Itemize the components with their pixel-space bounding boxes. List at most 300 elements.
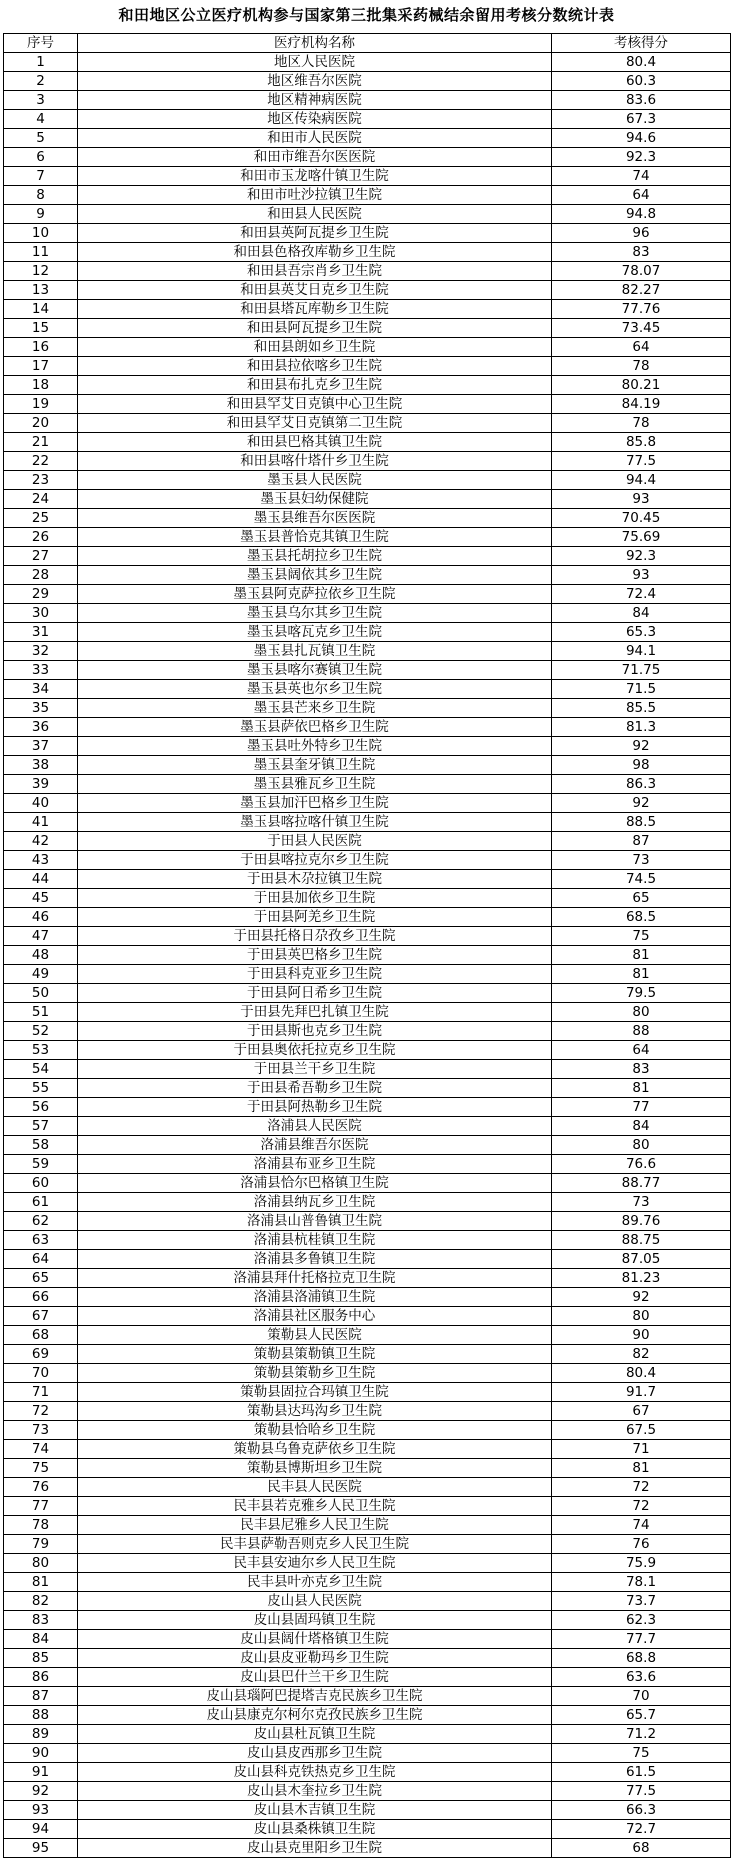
- institution-name: 皮山县木吉镇卫生院: [78, 1801, 552, 1820]
- score: 68.5: [552, 908, 731, 927]
- score: 64: [552, 1041, 731, 1060]
- row-index: 14: [4, 300, 78, 319]
- score: 67: [552, 1402, 731, 1421]
- institution-name: 洛浦县维吾尔医院: [78, 1136, 552, 1155]
- row-index: 34: [4, 680, 78, 699]
- row-index: 74: [4, 1440, 78, 1459]
- table-row: [4, 775, 731, 794]
- score: 93: [552, 490, 731, 509]
- table-row: [4, 205, 731, 224]
- institution-name: 和田县吾宗肖乡卫生院: [78, 262, 552, 281]
- table-row: [4, 1022, 731, 1041]
- institution-name: 洛浦县恰尔巴格镇卫生院: [78, 1174, 552, 1193]
- row-index: 6: [4, 148, 78, 167]
- score: 87.05: [552, 1250, 731, 1269]
- score: 83.6: [552, 91, 731, 110]
- row-index: 32: [4, 642, 78, 661]
- row-index: 41: [4, 813, 78, 832]
- score: 78: [552, 357, 731, 376]
- institution-name: 和田市吐沙拉镇卫生院: [78, 186, 552, 205]
- score: 88: [552, 1022, 731, 1041]
- institution-name: 皮山县木奎拉乡卫生院: [78, 1782, 552, 1801]
- row-index: 43: [4, 851, 78, 870]
- institution-name: 墨玉县奎牙镇卫生院: [78, 756, 552, 775]
- table-body: [4, 53, 731, 1858]
- institution-name: 和田县塔瓦库勒乡卫生院: [78, 300, 552, 319]
- institution-name: 和田市玉龙喀什镇卫生院: [78, 167, 552, 186]
- row-index: 62: [4, 1212, 78, 1231]
- institution-name: 皮山县巴什兰干乡卫生院: [78, 1668, 552, 1687]
- table-row: [4, 832, 731, 851]
- table-row: [4, 1516, 731, 1535]
- row-index: 22: [4, 452, 78, 471]
- institution-name: 民丰县人民医院: [78, 1478, 552, 1497]
- institution-name: 洛浦县社区服务中心: [78, 1307, 552, 1326]
- row-index: 86: [4, 1668, 78, 1687]
- score: 87: [552, 832, 731, 851]
- score: 74.5: [552, 870, 731, 889]
- institution-name: 洛浦县洛浦镇卫生院: [78, 1288, 552, 1307]
- institution-name: 和田县拉依喀乡卫生院: [78, 357, 552, 376]
- table-row: [4, 72, 731, 91]
- institution-name: 皮山县皮亚勒玛乡卫生院: [78, 1649, 552, 1668]
- institution-name: 皮山县阔什塔格镇卫生院: [78, 1630, 552, 1649]
- row-index: 57: [4, 1117, 78, 1136]
- table-row: [4, 262, 731, 281]
- institution-name: 墨玉县喀瓦克乡卫生院: [78, 623, 552, 642]
- table-row: [4, 642, 731, 661]
- institution-name: 于田县斯也克乡卫生院: [78, 1022, 552, 1041]
- row-index: 66: [4, 1288, 78, 1307]
- row-index: 30: [4, 604, 78, 623]
- institution-name: 策勒县达玛沟乡卫生院: [78, 1402, 552, 1421]
- row-index: 2: [4, 72, 78, 91]
- row-index: 76: [4, 1478, 78, 1497]
- score: 78.1: [552, 1573, 731, 1592]
- institution-name: 和田县色格孜库勒乡卫生院: [78, 243, 552, 262]
- table-row: [4, 1307, 731, 1326]
- table-row: [4, 1136, 731, 1155]
- table-row: [4, 300, 731, 319]
- table-row: [4, 1345, 731, 1364]
- institution-name: 和田市维吾尔医医院: [78, 148, 552, 167]
- row-index: 60: [4, 1174, 78, 1193]
- institution-name: 和田县巴格其镇卫生院: [78, 433, 552, 452]
- row-index: 88: [4, 1706, 78, 1725]
- row-index: 39: [4, 775, 78, 794]
- row-index: 75: [4, 1459, 78, 1478]
- institution-name: 于田县人民医院: [78, 832, 552, 851]
- table-row: [4, 547, 731, 566]
- row-index: 90: [4, 1744, 78, 1763]
- institution-name: 地区精神病医院: [78, 91, 552, 110]
- row-index: 50: [4, 984, 78, 1003]
- table-row: [4, 281, 731, 300]
- institution-name: 民丰县萨勒吾则克乡人民卫生院: [78, 1535, 552, 1554]
- table-row: [4, 1573, 731, 1592]
- table-row: [4, 319, 731, 338]
- table-row: [4, 927, 731, 946]
- row-index: 44: [4, 870, 78, 889]
- row-index: 47: [4, 927, 78, 946]
- institution-name: 皮山县皮西那乡卫生院: [78, 1744, 552, 1763]
- score: 98: [552, 756, 731, 775]
- institution-name: 皮山县人民医院: [78, 1592, 552, 1611]
- header-institution: 医疗机构名称: [78, 34, 552, 53]
- page-title: 和田地区公立医疗机构参与国家第三批集采药械结余留用考核分数统计表: [118, 6, 615, 24]
- institution-name: 和田县罕艾日克镇第二卫生院: [78, 414, 552, 433]
- row-index: 1: [4, 53, 78, 72]
- table-row: [4, 1117, 731, 1136]
- score: 70.45: [552, 509, 731, 528]
- table-row: [4, 946, 731, 965]
- score: 94.6: [552, 129, 731, 148]
- table-row: [4, 1535, 731, 1554]
- institution-name: 墨玉县妇幼保健院: [78, 490, 552, 509]
- institution-name: 于田县托格日尕孜乡卫生院: [78, 927, 552, 946]
- score: 76.6: [552, 1155, 731, 1174]
- row-index: 11: [4, 243, 78, 262]
- institution-name: 民丰县若克雅乡人民卫生院: [78, 1497, 552, 1516]
- row-index: 38: [4, 756, 78, 775]
- score: 81.3: [552, 718, 731, 737]
- table-row: [4, 1364, 731, 1383]
- row-index: 36: [4, 718, 78, 737]
- institution-name: 皮山县杜瓦镇卫生院: [78, 1725, 552, 1744]
- score: 68: [552, 1839, 731, 1858]
- row-index: 91: [4, 1763, 78, 1782]
- institution-name: 和田县罕艾日克镇中心卫生院: [78, 395, 552, 414]
- table-row: [4, 1288, 731, 1307]
- table-row: [4, 851, 731, 870]
- row-index: 21: [4, 433, 78, 452]
- score: 81: [552, 965, 731, 984]
- institution-name: 于田县木尕拉镇卫生院: [78, 870, 552, 889]
- row-index: 52: [4, 1022, 78, 1041]
- table-row: [4, 1421, 731, 1440]
- institution-name: 墨玉县雅瓦乡卫生院: [78, 775, 552, 794]
- table-row: [4, 889, 731, 908]
- table-row: [4, 1440, 731, 1459]
- table-row: [4, 148, 731, 167]
- table-row: [4, 1155, 731, 1174]
- row-index: 33: [4, 661, 78, 680]
- table-row: [4, 1383, 731, 1402]
- institution-name: 于田县奥依托拉克乡卫生院: [78, 1041, 552, 1060]
- row-index: 70: [4, 1364, 78, 1383]
- row-index: 3: [4, 91, 78, 110]
- institution-name: 于田县先拜巴扎镇卫生院: [78, 1003, 552, 1022]
- row-index: 25: [4, 509, 78, 528]
- score: 88.77: [552, 1174, 731, 1193]
- row-index: 85: [4, 1649, 78, 1668]
- table-row: [4, 167, 731, 186]
- row-index: 10: [4, 224, 78, 243]
- table-row: [4, 395, 731, 414]
- row-index: 61: [4, 1193, 78, 1212]
- table-row: [4, 1592, 731, 1611]
- score: 92: [552, 1288, 731, 1307]
- score: 75.9: [552, 1554, 731, 1573]
- institution-name: 皮山县康克尔柯尔克孜民族乡卫生院: [78, 1706, 552, 1725]
- row-index: 89: [4, 1725, 78, 1744]
- row-index: 92: [4, 1782, 78, 1801]
- score: 66.3: [552, 1801, 731, 1820]
- score: 80: [552, 1003, 731, 1022]
- score: 75: [552, 1744, 731, 1763]
- row-index: 24: [4, 490, 78, 509]
- score: 93: [552, 566, 731, 585]
- score: 74: [552, 1516, 731, 1535]
- score: 65.3: [552, 623, 731, 642]
- table-row: [4, 718, 731, 737]
- score: 83: [552, 243, 731, 262]
- row-index: 35: [4, 699, 78, 718]
- score: 78.07: [552, 262, 731, 281]
- table-row: [4, 1630, 731, 1649]
- institution-name: 策勒县乌鲁克萨依乡卫生院: [78, 1440, 552, 1459]
- table-row: [4, 471, 731, 490]
- institution-name: 策勒县恰哈乡卫生院: [78, 1421, 552, 1440]
- score: 84.19: [552, 395, 731, 414]
- row-index: 49: [4, 965, 78, 984]
- score: 72.4: [552, 585, 731, 604]
- table-row: [4, 870, 731, 889]
- institution-name: 和田县阿瓦提乡卫生院: [78, 319, 552, 338]
- score: 79.5: [552, 984, 731, 1003]
- header-score: 考核得分: [552, 34, 731, 53]
- institution-name: 墨玉县喀拉喀什镇卫生院: [78, 813, 552, 832]
- row-index: 64: [4, 1250, 78, 1269]
- institution-name: 墨玉县扎瓦镇卫生院: [78, 642, 552, 661]
- institution-name: 墨玉县维吾尔医医院: [78, 509, 552, 528]
- table-row: [4, 243, 731, 262]
- table-row: [4, 1668, 731, 1687]
- institution-name: 墨玉县人民医院: [78, 471, 552, 490]
- table-row: [4, 91, 731, 110]
- score: 90: [552, 1326, 731, 1345]
- table-row: [4, 110, 731, 129]
- score: 82: [552, 1345, 731, 1364]
- table-row: [4, 1554, 731, 1573]
- institution-name: 洛浦县纳瓦乡卫生院: [78, 1193, 552, 1212]
- score: 61.5: [552, 1763, 731, 1782]
- score: 92: [552, 794, 731, 813]
- score: 89.76: [552, 1212, 731, 1231]
- table-row: [4, 794, 731, 813]
- institution-name: 和田县喀什塔什乡卫生院: [78, 452, 552, 471]
- score: 71.2: [552, 1725, 731, 1744]
- row-index: 28: [4, 566, 78, 585]
- score: 94.1: [552, 642, 731, 661]
- institution-name: 于田县兰干乡卫生院: [78, 1060, 552, 1079]
- table-row: [4, 566, 731, 585]
- score: 88.75: [552, 1231, 731, 1250]
- score: 73.45: [552, 319, 731, 338]
- score: 91.7: [552, 1383, 731, 1402]
- table-row: [4, 1763, 731, 1782]
- table-row: [4, 661, 731, 680]
- institution-name: 洛浦县多鲁镇卫生院: [78, 1250, 552, 1269]
- score: 73.7: [552, 1592, 731, 1611]
- institution-name: 墨玉县萨依巴格乡卫生院: [78, 718, 552, 737]
- institution-name: 民丰县叶亦克乡卫生院: [78, 1573, 552, 1592]
- score: 70: [552, 1687, 731, 1706]
- row-index: 23: [4, 471, 78, 490]
- institution-name: 于田县英巴格乡卫生院: [78, 946, 552, 965]
- institution-name: 墨玉县普恰克其镇卫生院: [78, 528, 552, 547]
- institution-name: 策勒县固拉合玛镇卫生院: [78, 1383, 552, 1402]
- table-row: [4, 623, 731, 642]
- table-row: [4, 1687, 731, 1706]
- institution-name: 洛浦县拜什托格拉克卫生院: [78, 1269, 552, 1288]
- table-row: [4, 1231, 731, 1250]
- institution-name: 皮山县桑株镇卫生院: [78, 1820, 552, 1839]
- institution-name: 洛浦县布亚乡卫生院: [78, 1155, 552, 1174]
- row-index: 20: [4, 414, 78, 433]
- institution-name: 于田县喀拉克尔乡卫生院: [78, 851, 552, 870]
- institution-name: 皮山县固玛镇卫生院: [78, 1611, 552, 1630]
- institution-name: 策勒县人民医院: [78, 1326, 552, 1345]
- row-index: 72: [4, 1402, 78, 1421]
- row-index: 17: [4, 357, 78, 376]
- table-row: [4, 1041, 731, 1060]
- table-row: [4, 1003, 731, 1022]
- row-index: 51: [4, 1003, 78, 1022]
- table-row: [4, 813, 731, 832]
- table-row: [4, 1744, 731, 1763]
- row-index: 37: [4, 737, 78, 756]
- row-index: 58: [4, 1136, 78, 1155]
- table-row: [4, 604, 731, 623]
- institution-name: 地区人民医院: [78, 53, 552, 72]
- institution-name: 策勒县策勒乡卫生院: [78, 1364, 552, 1383]
- institution-name: 墨玉县加汗巴格乡卫生院: [78, 794, 552, 813]
- institution-name: 于田县加依乡卫生院: [78, 889, 552, 908]
- table-row: [4, 1782, 731, 1801]
- row-index: 84: [4, 1630, 78, 1649]
- institution-name: 策勒县博斯坦乡卫生院: [78, 1459, 552, 1478]
- table-row: [4, 1402, 731, 1421]
- institution-name: 皮山县克里阳乡卫生院: [78, 1839, 552, 1858]
- row-index: 77: [4, 1497, 78, 1516]
- institution-name: 和田县布扎克乡卫生院: [78, 376, 552, 395]
- table-row: [4, 1193, 731, 1212]
- table-row: [4, 1212, 731, 1231]
- row-index: 87: [4, 1687, 78, 1706]
- row-index: 67: [4, 1307, 78, 1326]
- score: 67.5: [552, 1421, 731, 1440]
- score: 84: [552, 1117, 731, 1136]
- institution-name: 和田县人民医院: [78, 205, 552, 224]
- institution-name: 墨玉县托胡拉乡卫生院: [78, 547, 552, 566]
- institution-name: 和田县英阿瓦提乡卫生院: [78, 224, 552, 243]
- institution-name: 墨玉县喀尔赛镇卫生院: [78, 661, 552, 680]
- table-row: [4, 376, 731, 395]
- score: 71.75: [552, 661, 731, 680]
- institution-name: 皮山县瑙阿巴提塔吉克民族乡卫生院: [78, 1687, 552, 1706]
- row-index: 55: [4, 1079, 78, 1098]
- score: 96: [552, 224, 731, 243]
- score: 72: [552, 1497, 731, 1516]
- score: 77.76: [552, 300, 731, 319]
- row-index: 9: [4, 205, 78, 224]
- row-index: 46: [4, 908, 78, 927]
- score: 65: [552, 889, 731, 908]
- score: 86.3: [552, 775, 731, 794]
- row-index: 83: [4, 1611, 78, 1630]
- score: 77.7: [552, 1630, 731, 1649]
- table-row: [4, 1706, 731, 1725]
- institution-name: 和田县朗如乡卫生院: [78, 338, 552, 357]
- institution-name: 于田县希吾勒乡卫生院: [78, 1079, 552, 1098]
- row-index: 54: [4, 1060, 78, 1079]
- row-index: 45: [4, 889, 78, 908]
- table-row: [4, 433, 731, 452]
- table-row: [4, 528, 731, 547]
- table-row: [4, 1098, 731, 1117]
- institution-name: 和田市人民医院: [78, 129, 552, 148]
- score: 85.5: [552, 699, 731, 718]
- table-row: [4, 1079, 731, 1098]
- score: 85.8: [552, 433, 731, 452]
- score: 80.21: [552, 376, 731, 395]
- score: 81: [552, 946, 731, 965]
- score: 80: [552, 1307, 731, 1326]
- score: 80.4: [552, 53, 731, 72]
- score: 94.4: [552, 471, 731, 490]
- row-index: 68: [4, 1326, 78, 1345]
- score: 92.3: [552, 547, 731, 566]
- table-row: [4, 490, 731, 509]
- score: 72.7: [552, 1820, 731, 1839]
- row-index: 26: [4, 528, 78, 547]
- score: 77.5: [552, 452, 731, 471]
- table-row: [4, 452, 731, 471]
- row-index: 31: [4, 623, 78, 642]
- score: 92.3: [552, 148, 731, 167]
- table-row: [4, 1839, 731, 1858]
- score: 64: [552, 338, 731, 357]
- institution-name: 洛浦县山普鲁镇卫生院: [78, 1212, 552, 1231]
- institution-name: 于田县阿日希乡卫生院: [78, 984, 552, 1003]
- row-index: 5: [4, 129, 78, 148]
- score: 81: [552, 1459, 731, 1478]
- row-index: 63: [4, 1231, 78, 1250]
- score: 68.8: [552, 1649, 731, 1668]
- institution-name: 于田县阿热勒乡卫生院: [78, 1098, 552, 1117]
- row-index: 93: [4, 1801, 78, 1820]
- row-index: 80: [4, 1554, 78, 1573]
- score: 77: [552, 1098, 731, 1117]
- score: 74: [552, 167, 731, 186]
- score: 60.3: [552, 72, 731, 91]
- table-row: [4, 1725, 731, 1744]
- score: 80: [552, 1136, 731, 1155]
- row-index: 56: [4, 1098, 78, 1117]
- table-row: [4, 1801, 731, 1820]
- header-index: 序号: [4, 34, 78, 53]
- institution-name: 地区维吾尔医院: [78, 72, 552, 91]
- table-row: [4, 186, 731, 205]
- row-index: 40: [4, 794, 78, 813]
- table-row: [4, 53, 731, 72]
- table-row: [4, 1326, 731, 1345]
- score: 71: [552, 1440, 731, 1459]
- institution-name: 洛浦县杭桂镇卫生院: [78, 1231, 552, 1250]
- institution-name: 于田县科克亚乡卫生院: [78, 965, 552, 984]
- row-index: 15: [4, 319, 78, 338]
